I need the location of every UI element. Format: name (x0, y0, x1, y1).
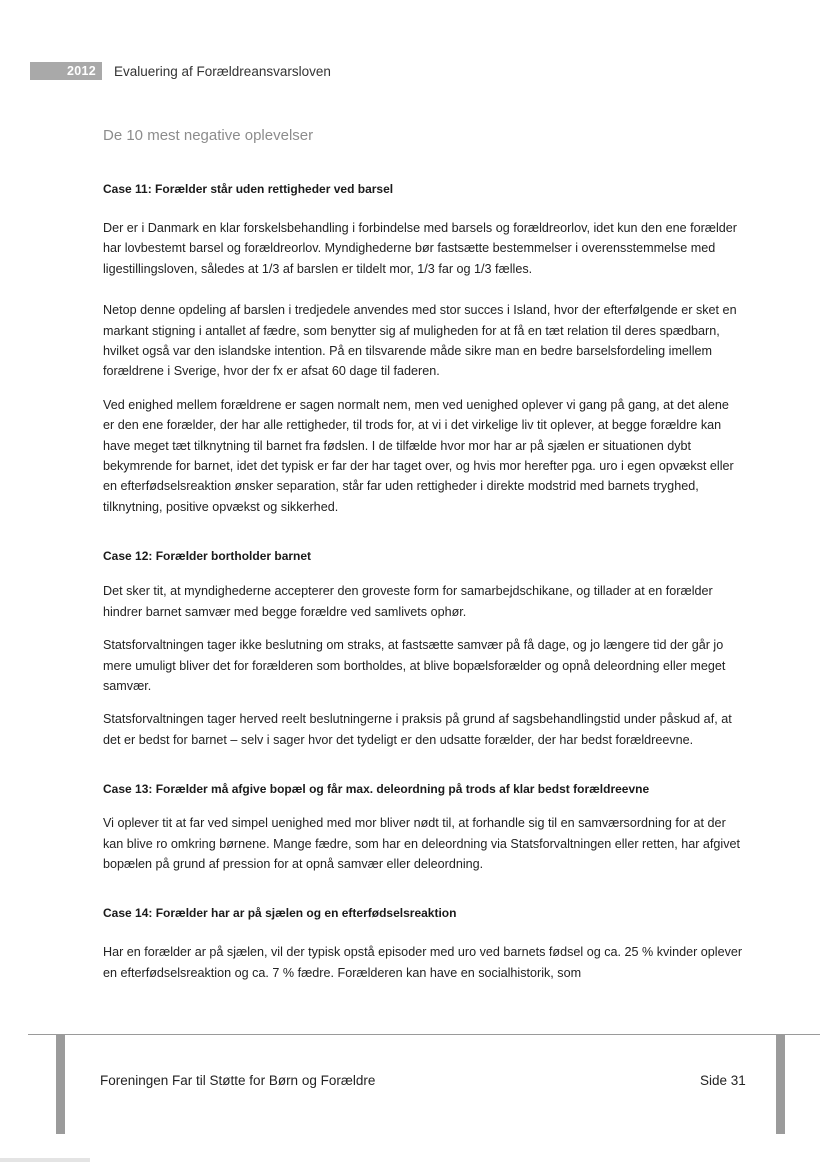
year-badge: 2012 (30, 62, 102, 80)
paragraph: Netop denne opdeling af barslen i tredjedele anvendes med stor succes i Island, hvor der efterfølgende er sket en markant stigning i antallet af fædre, som benytter sig af muligheden for at få en tæt relation til deres spædbarn, hvilket også var den islandske intention. På en tilsvarende måde sikre man en bedre barselsfordeling imellem forældrene i Sverige, hvor der fx er afsat 60 dage til faderen. (103, 303, 737, 379)
paragraph: Statsforvaltningen tager herved reelt beslutningerne i praksis på grund af sagsbehandlingstid under påskud af, at det er bedst for barnet – selv i sager hvor det tydeligt er den udsatte forælder, der har bedst forældreevne. (103, 712, 732, 747)
content-body (103, 182, 743, 983)
footer-rule (28, 1034, 820, 1035)
paragraph: Vi oplever tit at far ved simpel uenighed med mor bliver nødt til, at forhandle sig til en samværsordning for at der kan blive ro omkring børnene. Mange fædre, som har en deleordning via Statsforvaltningen eller retten, har afgivet bopælen på grund af pression for at opnå samvær eller deleordning. (103, 816, 741, 871)
page-number: Side 31 (700, 1073, 746, 1088)
running-header (30, 61, 331, 81)
scan-smudge (0, 1158, 90, 1162)
case-heading: Case 12: Forælder bortholder barnet (103, 549, 312, 564)
footer-left-bar (56, 1034, 65, 1134)
case-heading: Case 11: Forælder står uden rettigheder ved barsel (103, 182, 394, 196)
case-heading: Case 14: Forælder har ar på sjælen og en efterfødselsreaktion (103, 906, 457, 921)
header-title: Evaluering af Forældreansvarsloven (114, 63, 331, 79)
paragraph: Det sker tit, at myndighederne accepterer den groveste form for samarbejdschikane, og tillader at en forælder hindrer barnet samvær med begge forældre ved samlivets ophør. (103, 584, 713, 619)
footer-right-bar (776, 1034, 785, 1134)
paragraph: Der er i Danmark en klar forskelsbehandling i forbindelse med barsels og forældreorlov, idet kun den ene forælder har lovbestemt barsel og forældreorlov. Myndighederne bør fastsætte bestemmelser i overensstemmelse med ligestillingsloven, således at 1/3 af barslen er tildelt mor, 1/3 far og 1/3 fælles. (103, 221, 737, 276)
paragraph: Har en forælder ar på sjælen, vil der typisk opstå episoder med uro ved barnets fødsel og ca. 25 % kvinder oplever en efterfødselsreaktion og ca. 7 % fædre. Forælderen kan have en socialhistorik, som (103, 945, 743, 980)
section-title: De 10 mest negative oplevelser (103, 127, 314, 144)
footer-organization: Foreningen Far til Støtte for Børn og Forældre (100, 1073, 376, 1088)
paragraph: Statsforvaltningen tager ikke beslutning om straks, at fastsætte samvær på få dage, og jo længere tid der går jo mere umuligt bliver det for forælderen som bortholdes, at blive bopælsforælder og opnå deleordning eller meget samvær. (103, 638, 726, 693)
case-heading: Case 13: Forælder må afgive bopæl og får max. deleordning på trods af klar bedst forældreevne (103, 782, 650, 797)
paragraph: Ved enighed mellem forældrene er sagen normalt nem, men ved uenighed oplever vi gang på gang, at det alene er den ene forælder, der har alle rettigheder, til trods for, at vi i det virkelige liv tit oplever, at begge forældre kan have meget tæt tilknytning til barnet fra fødslen. I de tilfælde hvor mor har ar på sjælen er situationen dybt bekymrende for barnet, idet det typisk er far der har taget over, og hvis mor herefter pga. uro i egen opvækst eller en efterfødselsreaktion ønsker separation, står far uden rettigheder i direkte modstrid med barnets tryghed, tilknytning, positive opvækst og sikkerhed. (103, 397, 734, 514)
